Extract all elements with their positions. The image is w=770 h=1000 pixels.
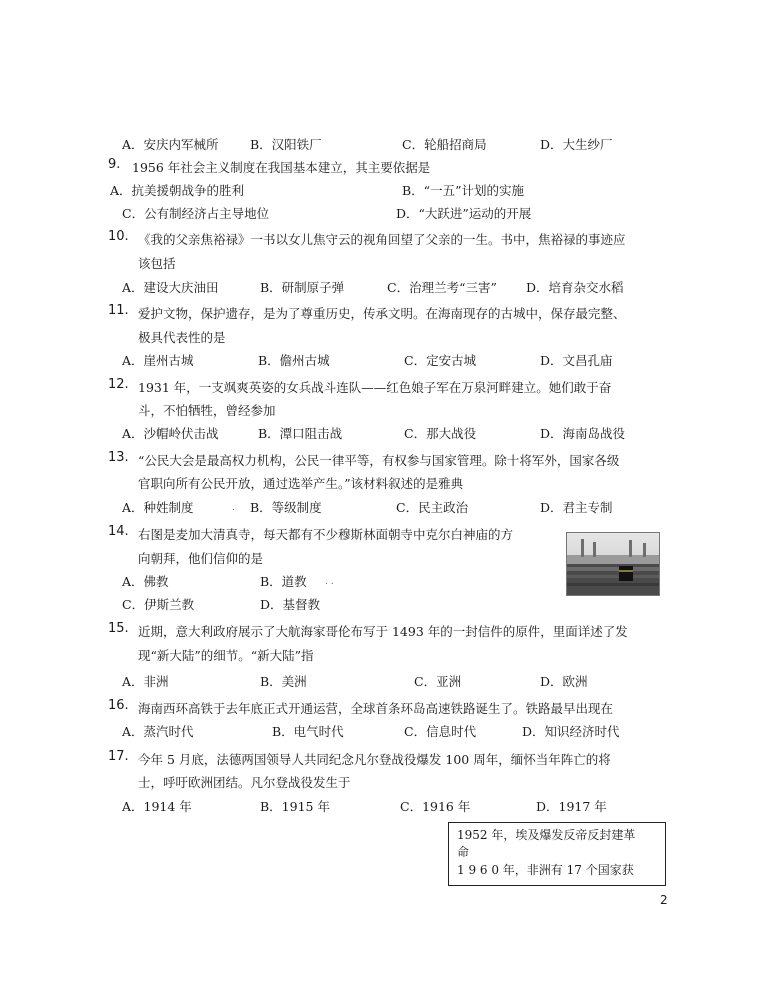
material-line-2: 命 — [457, 845, 470, 859]
q17-option-c: C．1916 年 — [400, 799, 471, 814]
q9-stem: 1956 年社会主义制度在我国基本建立，其主要依据是 — [132, 160, 431, 175]
q15-number: 15. — [108, 621, 129, 636]
q16-option-b: B．电气时代 — [272, 724, 344, 739]
q15-option-d: D．欧洲 — [540, 674, 588, 689]
stray-mark: . — [232, 503, 235, 513]
q10-option-b: B．研制原子弹 — [260, 280, 345, 295]
q11-number: 11. — [108, 303, 129, 318]
q14-option-c: C．伊斯兰教 — [122, 597, 195, 612]
q12-option-b: B．潭口阻击战 — [258, 426, 343, 441]
q14-option-d: D．基督教 — [260, 597, 321, 612]
q14-stem-line2: 向朝拜，他们信仰的是 — [138, 551, 264, 566]
q9-option-a: A．抗美援朝战争的胜利 — [110, 183, 245, 198]
q12-stem-line2: 斗，不怕牺牲，曾经参加 — [138, 403, 276, 418]
q12-number: 12. — [108, 377, 129, 392]
q13-stem-line2: 官职向所有公民开放，通过选举产生。”该材料叙述的是雅典 — [138, 476, 464, 491]
q16-number: 16. — [108, 698, 129, 713]
q14-number: 14. — [108, 524, 129, 539]
mecca-mosque-image — [567, 533, 659, 595]
q12-option-a: A．沙帽岭伏击战 — [122, 426, 219, 441]
page-number: 2 — [660, 893, 668, 907]
q13-stem-line1: “公民大会是最高权力机构，公民一律平等，有权参与国家管理。除十将军外，国家各级 — [138, 453, 620, 468]
q11-option-c: C．定安古城 — [404, 353, 477, 368]
q10-option-a: A．建设大庆油田 — [122, 280, 219, 295]
q14-stem-line1: 右图是麦加大清真寺，每天都有不少穆斯林面朝寺中克尔白神庙的方 — [138, 527, 514, 542]
q9-option-d: D．“大跃进”运动的开展 — [396, 206, 532, 221]
q15-stem-line1: 近期，意大利政府展示了大航海家哥伦布写于 1493 年的一封信件的原件，里面详述了发 — [138, 624, 628, 639]
q16-option-d: D．知识经济时代 — [522, 724, 620, 739]
material-line-3: 1 9 6 0 年，非洲有 17 个国家获 — [457, 863, 634, 877]
q14-option-b: B．道教 — [260, 574, 307, 589]
q12-option-c: C．那大战役 — [404, 426, 477, 441]
q13-option-c: C．民主政治 — [396, 500, 469, 515]
q10-number: 10. — [108, 229, 129, 244]
q17-number: 17. — [108, 749, 129, 764]
q15-option-b: B．美洲 — [260, 674, 307, 689]
material-text-box — [448, 822, 666, 886]
material-line-1: 1952 年，埃及爆发反帝反封建革 — [457, 828, 636, 842]
q17-option-a: A．1914 年 — [122, 799, 192, 814]
q16-option-a: A．蒸汽时代 — [122, 724, 194, 739]
q11-stem-line1: 爱护文物，保护遗存，是为了尊重历史，传承文明。在海南现存的古城中，保存最完整、 — [138, 306, 626, 321]
q9-option-b: B．“一五”计划的实施 — [402, 183, 524, 198]
q9-option-c: C．公有制经济占主导地位 — [122, 206, 270, 221]
q10-option-d: D．培育杂交水稻 — [526, 280, 624, 295]
q14-option-a: A．佛教 — [122, 574, 169, 589]
q17-option-d: D．1917 年 — [536, 799, 607, 814]
q13-number: 13. — [108, 450, 129, 465]
q12-option-d: D．海南岛战役 — [540, 426, 626, 441]
mecca-mosque-photo — [566, 532, 660, 596]
q8-option-c: C．轮船招商局 — [402, 137, 487, 152]
q16-option-c: C．信息时代 — [404, 724, 477, 739]
q9-number: 9. — [108, 157, 121, 172]
q17-option-b: B．1915 年 — [260, 799, 330, 814]
q10-option-c: C．治理兰考“三害” — [387, 280, 497, 295]
q11-option-a: A．崖州古城 — [122, 353, 194, 368]
q12-stem-line1: 1931 年，一支飒爽英姿的女兵战斗连队——红色娘子军在万泉河畔建立。她们敢于奋 — [138, 380, 612, 395]
q17-stem-line1: 今年 5 月底，法德两国领导人共同纪念凡尔登战役爆发 100 周年，缅怀当年阵亡的将 — [138, 752, 611, 767]
q15-option-c: C．亚洲 — [414, 674, 462, 689]
q8-option-d: D．大生纱厂 — [540, 137, 613, 152]
stray-mark: . . — [325, 577, 334, 587]
q13-option-a: A．种姓制度 — [122, 500, 194, 515]
q16-stem-line1: 海南西环高铁于去年底正式开通运营，全球首条环岛高速铁路诞生了。铁路最早出现在 — [138, 701, 614, 716]
q10-stem-line1: 《我的父亲焦裕禄》一书以女儿焦守云的视角回望了父亲的一生。书中，焦裕禄的事迹应 — [138, 232, 626, 247]
q11-stem-line2: 极具代表性的是 — [138, 330, 226, 345]
q8-option-a: A．安庆内军械所 — [122, 137, 219, 152]
q11-option-b: B．儋州古城 — [258, 353, 330, 368]
q15-option-a: A．非洲 — [122, 674, 169, 689]
q15-stem-line2: 现“新大陆”的细节。“新大陆”指 — [138, 648, 314, 663]
q13-option-b: B．等级制度 — [250, 500, 322, 515]
q17-stem-line2: 士，呼吁欧洲团结。凡尔登战役发生于 — [138, 775, 351, 790]
q13-option-d: D．君主专制 — [540, 500, 613, 515]
q11-option-d: D．文昌孔庙 — [540, 353, 613, 368]
q8-option-b: B．汉阳铁厂 — [250, 137, 322, 152]
q10-stem-line2: 该包括 — [138, 256, 176, 271]
